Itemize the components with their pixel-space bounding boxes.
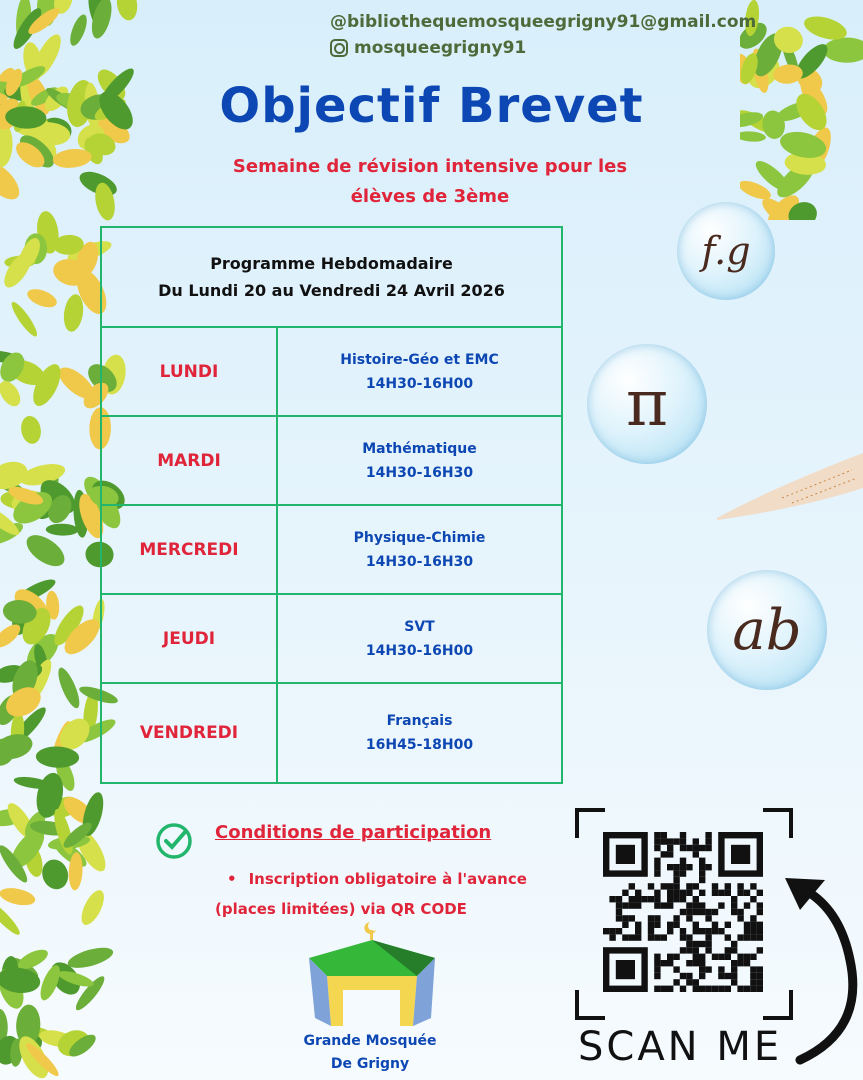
qr-module <box>686 864 692 870</box>
qr-module <box>757 966 763 972</box>
qr-module <box>750 915 756 921</box>
qr-module <box>757 973 763 979</box>
qr-module <box>737 883 743 889</box>
qr-module <box>661 883 667 889</box>
qr-module <box>661 986 667 992</box>
qr-module <box>673 954 679 960</box>
qr-module <box>648 896 654 902</box>
qr-module <box>673 915 679 921</box>
qr-module <box>718 954 724 960</box>
qr-module <box>635 890 641 896</box>
qr-module <box>673 877 679 883</box>
qr-module <box>731 902 737 908</box>
qr-module <box>750 922 756 928</box>
qr-module <box>699 954 705 960</box>
qr-module <box>654 832 660 838</box>
qr-module <box>673 870 679 876</box>
qr-module <box>661 960 667 966</box>
qr-module <box>686 973 692 979</box>
day-cell: JEUDI <box>101 594 277 683</box>
qr-module <box>757 890 763 896</box>
leaf <box>46 523 79 536</box>
qr-module <box>616 902 622 908</box>
qr-module <box>680 832 686 838</box>
qr-module <box>731 941 737 947</box>
qr-module <box>686 845 692 851</box>
instagram-contact <box>330 38 526 58</box>
qr-module <box>609 896 615 902</box>
schedule-table <box>100 226 563 784</box>
instagram-icon <box>330 39 348 57</box>
email-contact: @bibliothequemosqueegrigny91@gmail.com <box>330 12 757 32</box>
qr-module <box>680 870 686 876</box>
leaf <box>19 414 43 445</box>
table-row <box>101 594 562 683</box>
qr-module <box>667 845 673 851</box>
qr-module <box>731 947 737 953</box>
qr-module <box>750 973 756 979</box>
qr-module <box>750 883 756 889</box>
qr-module <box>680 858 686 864</box>
qr-module <box>705 864 711 870</box>
bubble-ab: ab <box>707 570 827 690</box>
qr-module <box>699 864 705 870</box>
qr-module <box>731 973 737 979</box>
qr-module <box>648 934 654 940</box>
qr-module <box>667 986 673 992</box>
qr-module <box>673 966 679 972</box>
qr-module <box>757 934 763 940</box>
qr-module <box>705 832 711 838</box>
qr-module <box>693 851 699 857</box>
qr-module <box>661 832 667 838</box>
qr-module <box>622 922 628 928</box>
qr-module <box>731 896 737 902</box>
qr-module <box>635 928 641 934</box>
leaf <box>0 885 37 908</box>
qr-module <box>744 922 750 928</box>
qr-module <box>737 915 743 921</box>
qr-module <box>731 966 737 972</box>
qr-module <box>744 902 750 908</box>
qr-module <box>654 864 660 870</box>
table-row <box>101 505 562 594</box>
leaf <box>67 12 90 47</box>
qr-module <box>693 922 699 928</box>
qr-module <box>667 864 673 870</box>
qr-module <box>686 947 692 953</box>
conditions-item: • Inscription obligatoire à l'avance (places limitées) via QR CODE <box>215 864 545 924</box>
qr-module <box>744 934 750 940</box>
qr-module <box>725 947 731 953</box>
day-cell: LUNDI <box>101 327 277 416</box>
qr-module <box>680 947 686 953</box>
qr-module <box>680 928 686 934</box>
qr-module <box>712 954 718 960</box>
subject-cell: SVT 14H30-16H00 <box>277 594 562 683</box>
qr-module <box>654 960 660 966</box>
qr-module <box>693 941 699 947</box>
qr-module <box>661 851 667 857</box>
qr-module <box>725 973 731 979</box>
qr-module <box>673 864 679 870</box>
qr-module <box>654 890 660 896</box>
qr-module <box>699 928 705 934</box>
qr-module <box>603 928 609 934</box>
qr-module <box>712 890 718 896</box>
qr-module <box>712 922 718 928</box>
qr-module <box>718 890 724 896</box>
qr-module <box>693 909 699 915</box>
qr-module <box>725 883 731 889</box>
qr-module <box>705 966 711 972</box>
qr-module <box>648 915 654 921</box>
qr-module <box>661 934 667 940</box>
qr-module <box>667 890 673 896</box>
qr-module <box>705 845 711 851</box>
qr-module <box>629 915 635 921</box>
qr-module <box>699 986 705 992</box>
qr-module <box>725 934 731 940</box>
qr-module <box>673 896 679 902</box>
qr-module <box>737 934 743 940</box>
qr-module <box>654 870 660 876</box>
qr-module <box>693 902 699 908</box>
qr-module <box>629 934 635 940</box>
subject-cell: Mathématique 14H30-16H30 <box>277 416 562 505</box>
qr-module <box>680 934 686 940</box>
qr-module <box>712 986 718 992</box>
qr-module <box>693 845 699 851</box>
qr-module <box>744 928 750 934</box>
qr-module <box>635 922 641 928</box>
qr-module <box>635 934 641 940</box>
qr-module <box>705 838 711 844</box>
qr-module <box>693 928 699 934</box>
qr-module <box>686 941 692 947</box>
qr-module <box>686 883 692 889</box>
qr-module <box>616 909 622 915</box>
qr-module <box>712 928 718 934</box>
qr-module <box>725 890 731 896</box>
qr-module <box>622 915 628 921</box>
qr-module <box>699 966 705 972</box>
qr-module <box>750 934 756 940</box>
qr-module <box>680 986 686 992</box>
qr-module <box>616 915 622 921</box>
qr-module <box>667 954 673 960</box>
qr-module <box>667 883 673 889</box>
instagram-handle: mosqueegrigny91 <box>354 38 527 58</box>
qr-module <box>757 909 763 915</box>
qr-module <box>667 838 673 844</box>
qr-module <box>737 986 743 992</box>
curved-arrow-icon <box>780 870 863 1070</box>
qr-module <box>654 896 660 902</box>
qr-module <box>725 986 731 992</box>
qr-finder <box>616 845 635 864</box>
qr-module <box>654 838 660 844</box>
qr-finder <box>731 845 750 864</box>
subtitle <box>200 152 660 212</box>
subtitle-line: élèves de 3ème <box>350 186 510 207</box>
leaf <box>0 377 25 410</box>
qr-module <box>622 934 628 940</box>
paper-illustration <box>712 448 863 528</box>
qr-module <box>680 845 686 851</box>
qr-module <box>693 883 699 889</box>
qr-module <box>712 909 718 915</box>
qr-module <box>725 954 731 960</box>
leaf <box>54 665 83 710</box>
qr-module <box>731 979 737 985</box>
qr-module <box>654 915 660 921</box>
leaf <box>66 944 116 972</box>
qr-module <box>629 902 635 908</box>
conditions-title: Conditions de participation <box>215 822 492 843</box>
qr-module <box>673 922 679 928</box>
qr-module <box>744 954 750 960</box>
qr-module <box>635 896 641 902</box>
qr-module <box>705 928 711 934</box>
qr-module <box>654 845 660 851</box>
page-title: Objectif Brevet <box>219 78 644 134</box>
qr-module <box>686 934 692 940</box>
qr-module <box>629 883 635 889</box>
qr-module <box>737 960 743 966</box>
qr-module <box>757 922 763 928</box>
leaf <box>77 887 109 928</box>
qr-module <box>693 838 699 844</box>
day-cell: MARDI <box>101 416 277 505</box>
qr-module <box>609 934 615 940</box>
bubble-pi: π <box>587 344 707 464</box>
qr-module <box>661 902 667 908</box>
qr-module <box>699 902 705 908</box>
qr-module <box>750 896 756 902</box>
qr-module <box>705 947 711 953</box>
qr-module <box>744 890 750 896</box>
qr-module <box>757 979 763 985</box>
qr-module <box>686 915 692 921</box>
logo-text <box>290 1030 450 1076</box>
qr-module <box>737 909 743 915</box>
qr-module <box>737 890 743 896</box>
qr-module <box>616 928 622 934</box>
qr-module <box>641 896 647 902</box>
schedule-dates: Du Lundi 20 au Vendredi 24 Avril 2026 <box>158 281 505 300</box>
qr-module <box>667 922 673 928</box>
qr-module <box>750 928 756 934</box>
conditions-text: Inscription obligatoire à l'avance <box>248 870 527 888</box>
qr-module <box>737 954 743 960</box>
qr-module <box>680 890 686 896</box>
qr-module <box>693 954 699 960</box>
qr-module <box>705 941 711 947</box>
mosque-logo <box>305 918 440 1030</box>
qr-module <box>673 979 679 985</box>
qr-module <box>673 838 679 844</box>
qr-module <box>693 947 699 953</box>
qr-module <box>680 838 686 844</box>
qr-module <box>654 922 660 928</box>
qr-module <box>654 934 660 940</box>
qr-module <box>686 909 692 915</box>
qr-module <box>699 973 705 979</box>
qr-module <box>648 883 654 889</box>
logo-line: De Grigny <box>330 1056 410 1072</box>
leaf <box>823 37 863 62</box>
qr-module <box>680 973 686 979</box>
qr-module <box>680 864 686 870</box>
qr-module <box>693 960 699 966</box>
qr-module <box>699 845 705 851</box>
qr-code[interactable] <box>575 808 793 1020</box>
qr-module <box>757 902 763 908</box>
leaf <box>25 285 60 310</box>
qr-module <box>654 973 660 979</box>
qr-module <box>699 909 705 915</box>
table-row <box>101 416 562 505</box>
qr-module <box>667 960 673 966</box>
qr-module <box>699 870 705 876</box>
qr-module <box>693 979 699 985</box>
qr-module <box>699 941 705 947</box>
qr-module <box>705 909 711 915</box>
schedule-title: Programme Hebdomadaire <box>210 254 453 273</box>
day-cell: VENDREDI <box>101 683 277 783</box>
subtitle-line: Semaine de révision intensive pour les <box>232 156 628 177</box>
qr-module <box>718 986 724 992</box>
logo-line: Grande Mosquée <box>303 1033 437 1049</box>
qr-module <box>750 979 756 985</box>
qr-module <box>648 922 654 928</box>
qr-module <box>667 928 673 934</box>
qr-module <box>693 986 699 992</box>
bubble-fg: f.g <box>677 202 775 300</box>
conditions-text: (places limitées) via QR CODE <box>215 900 467 918</box>
leaf <box>8 299 40 339</box>
qr-module <box>705 934 711 940</box>
qr-module <box>757 986 763 992</box>
qr-module <box>757 947 763 953</box>
qr-module <box>718 973 724 979</box>
qr-module <box>757 928 763 934</box>
qr-module <box>718 966 724 972</box>
qr-module <box>744 986 750 992</box>
qr-module <box>667 902 673 908</box>
table-row <box>101 327 562 416</box>
qr-module <box>654 902 660 908</box>
qr-module <box>654 954 660 960</box>
qr-module <box>750 986 756 992</box>
qr-module <box>609 928 615 934</box>
qr-module <box>699 960 705 966</box>
qr-module <box>731 960 737 966</box>
table-row <box>101 683 562 783</box>
qr-module <box>744 960 750 966</box>
qr-module <box>718 928 724 934</box>
qr-module <box>654 986 660 992</box>
qr-module <box>654 858 660 864</box>
qr-module <box>686 890 692 896</box>
qr-module <box>699 877 705 883</box>
qr-module <box>673 890 679 896</box>
qr-module <box>648 928 654 934</box>
scan-me-label: SCAN ME <box>578 1024 783 1070</box>
qr-module <box>680 909 686 915</box>
qr-module <box>667 896 673 902</box>
qr-module <box>705 986 711 992</box>
qr-module <box>673 883 679 889</box>
qr-module <box>699 858 705 864</box>
qr-module <box>725 922 731 928</box>
subject-cell: Histoire-Géo et EMC 14H30-16H00 <box>277 327 562 416</box>
qr-module <box>667 851 673 857</box>
qr-module <box>699 890 705 896</box>
check-circle-icon <box>155 822 193 860</box>
qr-module <box>661 838 667 844</box>
qr-module <box>705 915 711 921</box>
qr-module <box>712 883 718 889</box>
qr-module <box>622 890 628 896</box>
qr-module <box>686 979 692 985</box>
leaf <box>38 856 72 893</box>
qr-module <box>680 896 686 902</box>
qr-module <box>629 896 635 902</box>
subject-cell: Physique-Chimie 14H30-16H30 <box>277 505 562 594</box>
qr-module <box>686 902 692 908</box>
qr-module <box>750 954 756 960</box>
qr-module <box>718 902 724 908</box>
subject-cell: Français 16H45-18H00 <box>277 683 562 783</box>
qr-module <box>693 896 699 902</box>
qr-module <box>686 960 692 966</box>
leaf <box>115 0 140 22</box>
day-cell: MERCREDI <box>101 505 277 594</box>
qr-module <box>622 902 628 908</box>
qr-module <box>750 966 756 972</box>
qr-module <box>654 966 660 972</box>
schedule-header <box>101 227 562 327</box>
qr-module <box>731 909 737 915</box>
qr-module <box>616 896 622 902</box>
qr-finder <box>616 960 635 979</box>
qr-module <box>635 902 641 908</box>
